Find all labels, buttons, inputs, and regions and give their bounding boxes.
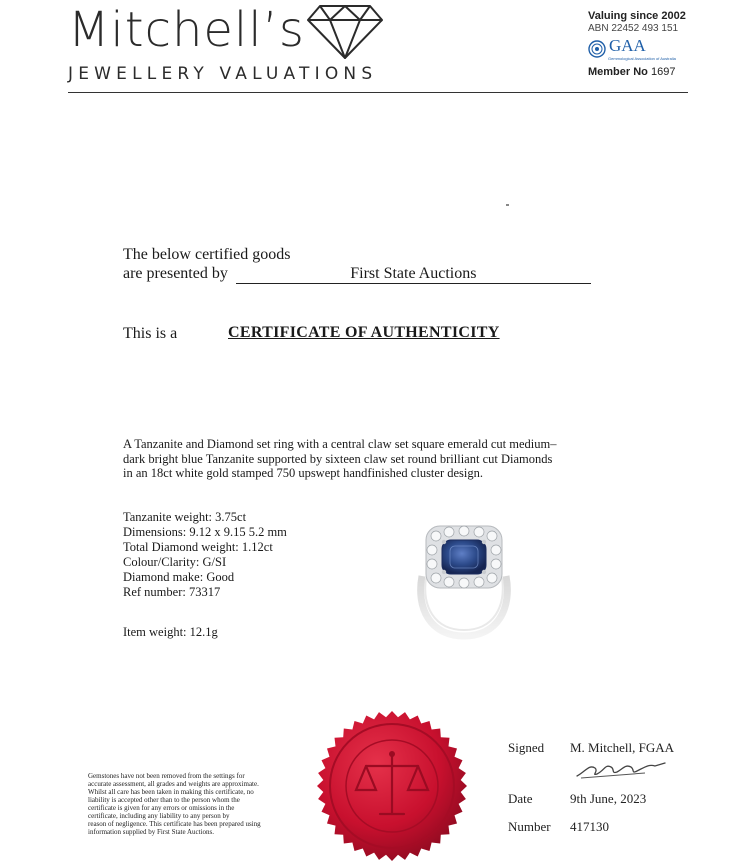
presented-line-1: The below certified goods [123, 246, 291, 263]
description-line-2: dark bright blue Tanzanite supported by sixteen claw set round brilliant cut Diamonds [123, 451, 553, 466]
disclaimer-line: reason of negligence. This certificate has been prepared using [88, 820, 261, 828]
spec-item-weight: Item weight: 12.1g [123, 625, 218, 639]
presenter-name: First State Auctions [350, 265, 477, 282]
gaa-small-text: Gemmological Association of Australia [608, 56, 676, 61]
disclaimer-line: Gemstones have not been removed from the settings for [88, 772, 245, 780]
certificate-prefix: This is a [123, 325, 178, 342]
disclaimer-line: Whilst all care has been taken in making this certificate, no [88, 788, 254, 796]
spec-ref-number: Ref number: 73317 [123, 585, 221, 599]
specifications [123, 510, 287, 600]
member-label: Member No [588, 66, 648, 78]
valuing-since: Valuing since 2002 [588, 10, 686, 22]
disclaimer-line: certificate, including any liability to any person by [88, 812, 230, 820]
spec-diamond-make: Diamond make: Good [123, 570, 235, 584]
number-label: Number [508, 819, 551, 834]
gaa-badge [588, 36, 686, 61]
spec-tanzanite-weight: Tanzanite weight: 3.75ct [123, 510, 247, 524]
disclaimer-line: liability is accepted other than to the person whom the [88, 796, 240, 804]
number-value: 417130 [570, 819, 609, 834]
diamond-logo-icon [306, 4, 384, 60]
abn-number: ABN 22452 493 151 [588, 23, 679, 34]
brand-name: Mitchell’s [68, 2, 305, 58]
gaa-label: GAA [609, 36, 646, 55]
presented-by-label: are presented by [123, 265, 228, 282]
description-line-1: A Tanzanite and Diamond set ring with a central claw set square emerald cut medium– [123, 437, 557, 451]
description-line-3: in an 18ct white gold stamped 750 upswept handfinished cluster design. [123, 466, 484, 480]
gaa-emblem-icon [588, 40, 606, 58]
date-value: 9th June, 2023 [570, 791, 647, 806]
spec-colour-clarity: Colour/Clarity: G/SI [123, 555, 227, 569]
disclaimer-line: accurate assessment, all grades and weights are approximate. [88, 780, 259, 788]
presenter-field [236, 264, 591, 284]
signed-value: M. Mitchell, FGAA [570, 740, 674, 755]
date-label: Date [508, 791, 533, 806]
ring-photo [408, 518, 520, 640]
brand-subtitle: JEWELLERY VALUATIONS [68, 64, 378, 84]
disclaimer-line: information supplied by First State Auctions. [88, 828, 214, 836]
disclaimer [88, 772, 293, 836]
member-number [588, 66, 686, 78]
header-divider [68, 92, 688, 93]
spec-dimensions: Dimensions: 9.12 x 9.15 5.2 mm [123, 525, 287, 539]
stray-mark [506, 204, 509, 206]
signed-label: Signed [508, 740, 545, 755]
presented-line-2 [123, 264, 591, 284]
spec-total-diamond-weight: Total Diamond weight: 1.12ct [123, 540, 273, 554]
certificate-title: CERTIFICATE OF AUTHENTICITY [228, 324, 500, 341]
item-description [123, 437, 613, 481]
header-info [588, 10, 686, 78]
handwritten-signature [575, 758, 667, 780]
disclaimer-line: certificate is given for any errors or omissions in the [88, 804, 235, 812]
wax-seal-icon [316, 710, 468, 862]
member-value: 1697 [650, 66, 676, 78]
